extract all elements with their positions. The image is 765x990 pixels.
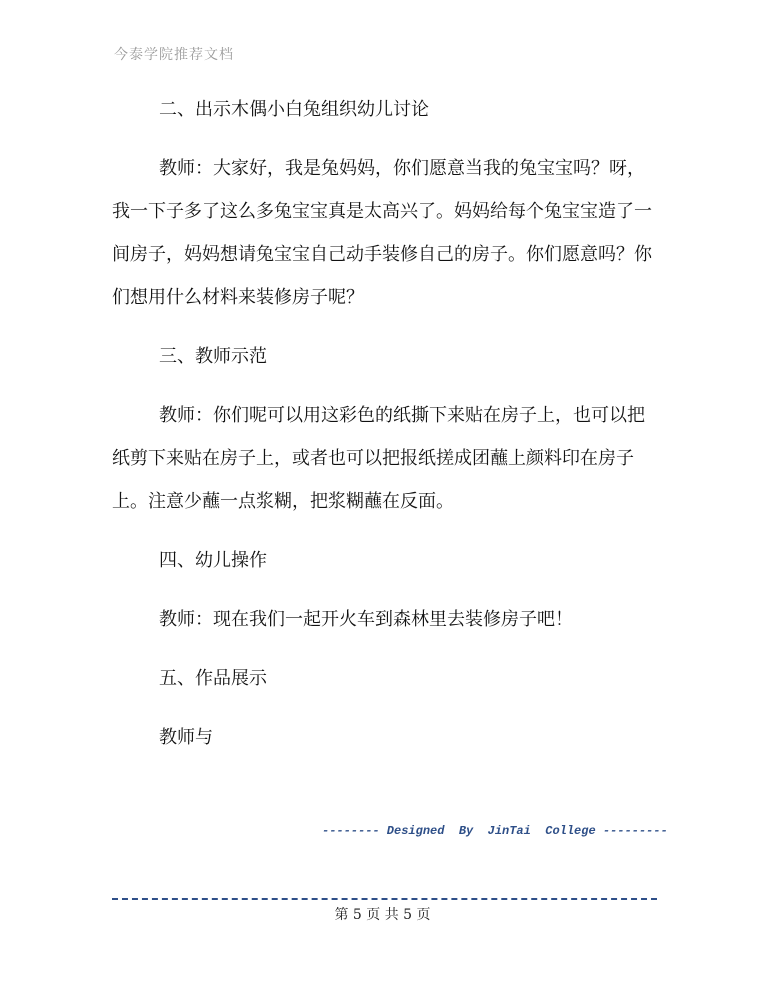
paragraph-teacher-operate: 教师：现在我们一起开火车到森林里去装修房子吧！	[159, 609, 573, 630]
paragraph-teacher-with: 教师与	[159, 727, 213, 748]
paragraph-teacher-demo: 教师：你们呢可以用这彩色的纸撕下来贴在房子上，也可以把纸剪下来贴在房子上，或者也可以把报纸搓成团蘸上颜料印在房子上。注意少蘸一点浆糊，把浆糊蘸在反面。	[112, 405, 645, 512]
section-heading-3: 三、教师示范	[159, 346, 267, 367]
paragraph-teacher-intro: 教师：大家好，我是兔妈妈，你们愿意当我的兔宝宝吗？呀，我一下子多了这么多兔宝宝真是太高兴了。妈妈给每个兔宝宝造了一间房子，妈妈想请兔宝宝自己动手装修自己的房子。你们愿意吗？你们想用什么材料来装修房子呢？	[112, 158, 652, 308]
footer-brand: -------- Designed By JinTai College ---------	[322, 824, 668, 838]
header-watermark: 今泰学院推荐文档	[114, 47, 234, 63]
footer-divider	[112, 898, 657, 900]
document-body	[112, 88, 657, 775]
page-number: 第 5 页 共 5 页	[334, 907, 431, 923]
section-heading-4: 四、幼儿操作	[159, 550, 267, 571]
section-heading-5: 五、作品展示	[159, 668, 267, 689]
section-heading-2: 二、出示木偶小白兔组织幼儿讨论	[159, 99, 429, 120]
